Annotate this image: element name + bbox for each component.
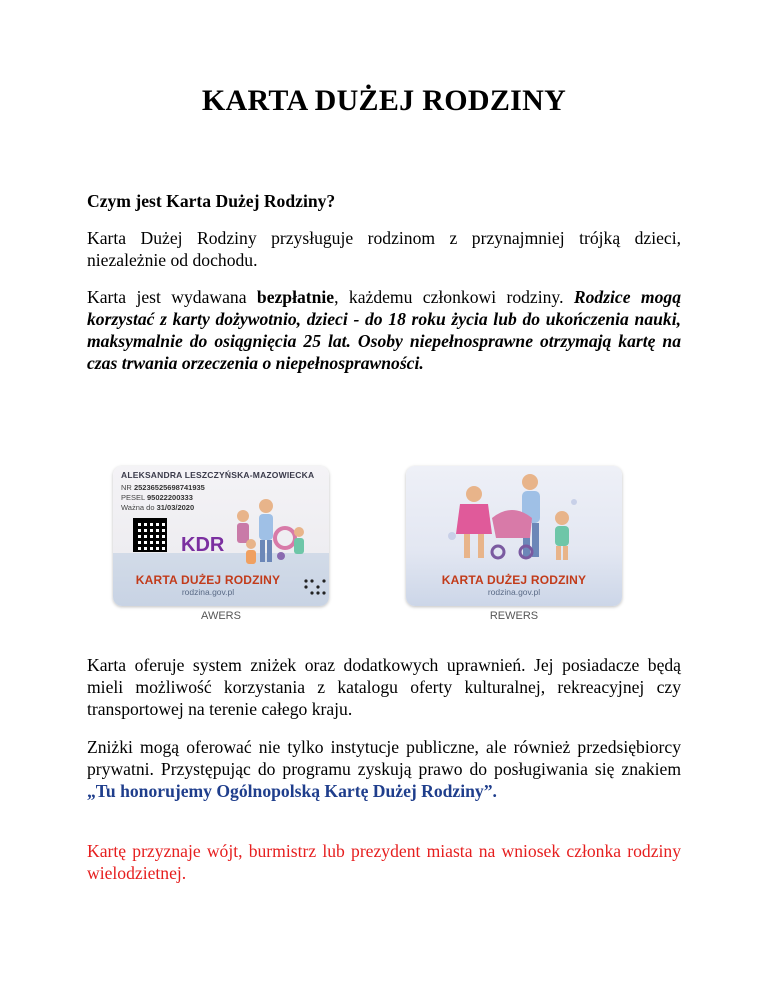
qr-code-icon xyxy=(133,518,167,552)
card-pesel-line xyxy=(121,493,193,502)
card-front-website: rodzina.gov.pl xyxy=(181,587,235,597)
card-back-caption: REWERS xyxy=(489,610,539,622)
card-holder-name: ALEKSANDRA LESZCZYŃSKA-MAZOWIECKA xyxy=(121,470,315,480)
kdr-logo: KDR xyxy=(181,534,225,556)
card-back-website: rodzina.gov.pl xyxy=(487,587,541,597)
card-nr-value: 25236525698741935 xyxy=(133,483,205,492)
family-illustration-icon xyxy=(221,494,311,572)
partners-text: Zniżki mogą oferować nie tylko instytucje publiczne, ale również przedsiębiorcy prywatni. Przystępując do programu zyskują prawo do posługiwania się znakiem xyxy=(87,737,681,779)
honor-sign-text: „Tu honorujemy Ogólnopolską Kartę Dużej Rodziny”. xyxy=(87,781,497,801)
family-illustration-icon xyxy=(434,472,594,568)
card-number-line xyxy=(121,483,205,492)
paragraph-eligibility: Karta Dużej Rodziny przysługuje rodzinom z przynajmniej trójką dzieci, niezależnie od dochodu. xyxy=(87,228,681,270)
card-back-image xyxy=(406,466,622,606)
card-nr-label: NR xyxy=(121,483,132,492)
card-pesel-value: 95022200333 xyxy=(147,493,193,502)
braille-icon xyxy=(303,578,329,596)
card-valid-label: Ważna do xyxy=(121,503,155,512)
issuance-text-2: , każdemu członkowi rodziny. xyxy=(334,287,574,307)
page-title: KARTA DUŻEJ RODZINY xyxy=(201,84,567,117)
issuance-text-1: Karta jest wydawana xyxy=(87,287,257,307)
card-front-title: KARTA DUŻEJ RODZINY xyxy=(135,573,281,587)
paragraph-partners xyxy=(87,736,681,802)
card-valid-line xyxy=(121,503,194,512)
paragraph-who-grants: Kartę przyznaje wójt, burmistrz lub prezydent miasta na wniosek członka rodziny wielodzietnej. xyxy=(87,841,681,883)
card-pesel-label: PESEL xyxy=(121,493,145,502)
card-back-title: KARTA DUŻEJ RODZINY xyxy=(441,573,587,587)
section-heading: Czym jest Karta Dużej Rodziny? xyxy=(87,191,336,211)
paragraph-issuance xyxy=(87,286,681,374)
card-valid-value: 31/03/2020 xyxy=(156,503,195,512)
paragraph-discounts: Karta oferuje system zniżek oraz dodatkowych uprawnień. Jej posiadacze będą mieli możliwość korzystania z katalogu oferty kulturalnej, rekreacyjnej czy transportowej na terenie całego kraju. xyxy=(87,655,681,719)
card-front-image xyxy=(113,466,329,606)
card-front-caption: AWERS xyxy=(201,610,241,622)
validity-emphasis: Rodzice mogą korzystać z karty dożywotnio, dzieci - do 18 roku życia lub do ukończenia nauki, maksymalnie do osiągnięcia 25 lat. Osoby niepełnosprawne otrzymają kartę na czas trwania orzeczenia o niepełnosprawności. xyxy=(87,287,682,373)
free-emphasis: bezpłatnie xyxy=(256,287,335,307)
